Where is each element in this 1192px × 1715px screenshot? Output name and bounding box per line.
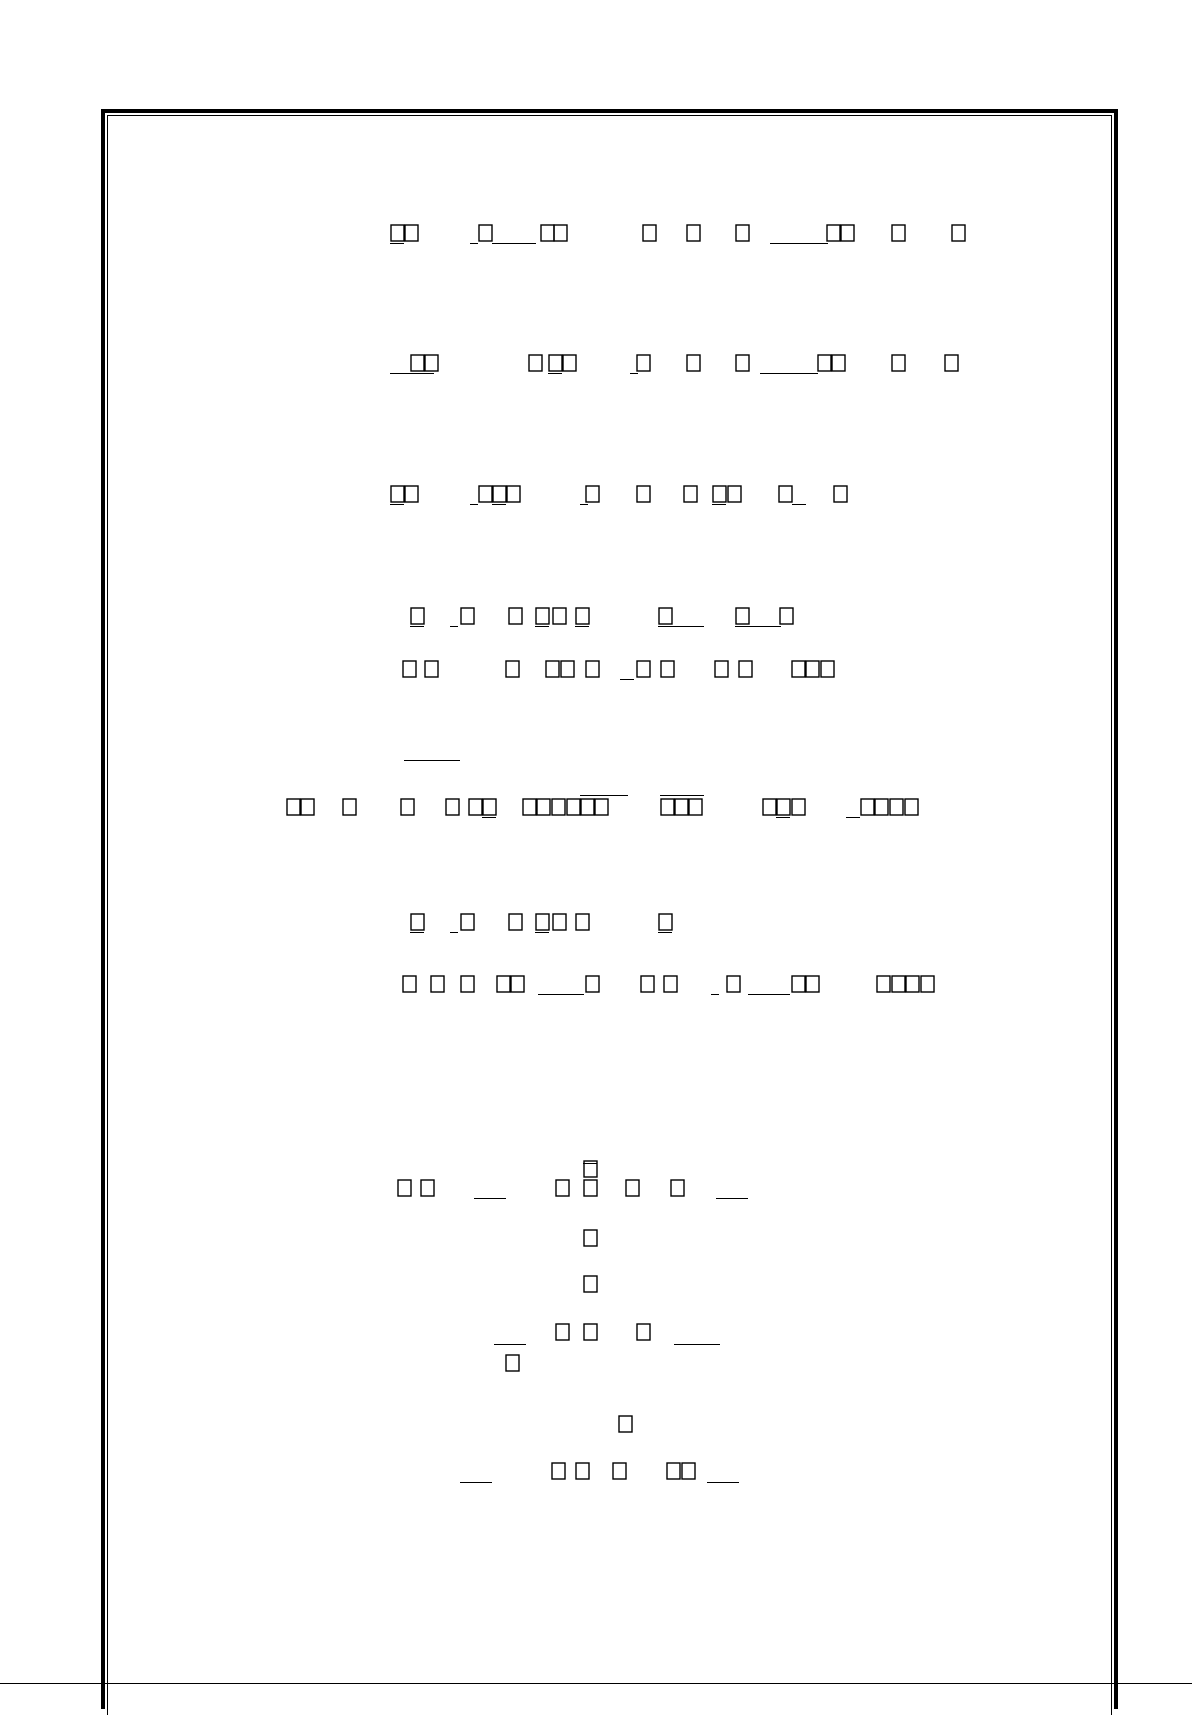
missing-glyph xyxy=(404,224,419,242)
missing-glyph xyxy=(714,660,729,678)
underline-rule xyxy=(776,817,790,818)
missing-glyph xyxy=(552,913,567,931)
missing-glyph xyxy=(663,975,678,993)
missing-glyph xyxy=(575,607,590,625)
missing-glyph xyxy=(658,913,673,931)
underline-rule xyxy=(460,1482,492,1483)
missing-glyph xyxy=(738,660,753,678)
underline-rule xyxy=(470,504,478,505)
missing-glyph xyxy=(506,485,521,503)
missing-glyph xyxy=(508,607,523,625)
missing-glyph xyxy=(555,1323,570,1341)
missing-glyph xyxy=(583,1229,598,1247)
missing-glyph xyxy=(686,354,701,372)
underline-rule xyxy=(470,243,478,244)
missing-glyph xyxy=(762,798,777,816)
underline-rule xyxy=(390,373,434,374)
missing-glyph xyxy=(726,975,741,993)
missing-glyph xyxy=(820,660,835,678)
missing-glyph xyxy=(286,798,301,816)
missing-glyph xyxy=(817,354,832,372)
line-2 xyxy=(0,352,1192,376)
missing-glyph xyxy=(575,913,590,931)
missing-glyph xyxy=(920,975,935,993)
missing-glyph xyxy=(805,975,820,993)
missing-glyph xyxy=(951,224,966,242)
underline-rule xyxy=(620,679,634,680)
underline-rule xyxy=(658,932,672,933)
missing-glyph xyxy=(510,975,525,993)
missing-glyph xyxy=(522,798,537,816)
missing-glyph xyxy=(482,798,497,816)
missing-glyph xyxy=(712,485,727,503)
line-1 xyxy=(0,222,1192,246)
missing-glyph xyxy=(402,660,417,678)
missing-glyph xyxy=(430,975,445,993)
line-10 xyxy=(0,1321,1192,1345)
missing-glyph xyxy=(876,975,891,993)
missing-glyph xyxy=(400,798,415,816)
missing-glyph xyxy=(397,1179,412,1197)
underline-rule xyxy=(748,994,790,995)
missing-glyph xyxy=(636,660,651,678)
missing-glyph xyxy=(342,798,357,816)
underline-rule xyxy=(538,994,584,995)
missing-glyph xyxy=(460,913,475,931)
missing-glyph xyxy=(551,1462,566,1480)
missing-glyph xyxy=(779,607,794,625)
underline-rule xyxy=(583,1163,597,1164)
missing-glyph xyxy=(660,798,675,816)
missing-glyph xyxy=(583,1275,598,1293)
missing-glyph xyxy=(585,975,600,993)
missing-glyph xyxy=(555,1179,570,1197)
missing-glyph xyxy=(566,798,581,816)
missing-glyph xyxy=(831,354,846,372)
missing-glyph xyxy=(944,354,959,372)
missing-glyph xyxy=(905,975,920,993)
missing-glyph xyxy=(420,1179,435,1197)
missing-glyph xyxy=(640,975,655,993)
missing-glyph xyxy=(791,798,806,816)
missing-glyph xyxy=(891,975,906,993)
missing-glyph xyxy=(840,224,855,242)
underline-rule xyxy=(410,932,424,933)
underline-rule xyxy=(390,504,404,505)
underline-rule xyxy=(792,504,806,505)
missing-glyph xyxy=(410,607,425,625)
missing-glyph xyxy=(535,913,550,931)
missing-glyph xyxy=(891,224,906,242)
missing-glyph xyxy=(618,1415,633,1433)
missing-glyph xyxy=(612,1462,627,1480)
missing-glyph xyxy=(791,975,806,993)
missing-glyph xyxy=(583,1179,598,1197)
missing-glyph xyxy=(424,354,439,372)
line-8 xyxy=(0,973,1192,997)
missing-glyph xyxy=(402,975,417,993)
missing-glyph xyxy=(410,913,425,931)
missing-glyph xyxy=(642,224,657,242)
underline-rule xyxy=(660,795,704,796)
underline-rule xyxy=(410,626,424,627)
missing-glyph xyxy=(390,224,405,242)
missing-glyph xyxy=(727,485,742,503)
underline-rule xyxy=(474,1198,506,1199)
missing-glyph xyxy=(528,354,543,372)
missing-glyph xyxy=(735,224,750,242)
underline-rule xyxy=(716,1198,748,1199)
missing-glyph xyxy=(791,660,806,678)
underline-rule xyxy=(492,504,506,505)
missing-glyph xyxy=(300,798,315,816)
missing-glyph xyxy=(545,660,560,678)
underline-rule xyxy=(482,817,496,818)
underline-rule xyxy=(535,932,549,933)
missing-glyph xyxy=(735,607,750,625)
missing-glyph xyxy=(468,798,483,816)
missing-glyph xyxy=(735,354,750,372)
underline-rule xyxy=(770,243,828,244)
line-4 xyxy=(0,605,1192,629)
missing-glyph xyxy=(505,660,520,678)
missing-glyph xyxy=(658,607,673,625)
missing-glyph xyxy=(826,224,841,242)
underline-rule xyxy=(846,817,860,818)
underline-rule xyxy=(735,626,781,627)
missing-glyph xyxy=(508,913,523,931)
underline-rule xyxy=(712,504,726,505)
underline-rule xyxy=(494,1344,526,1345)
missing-glyph xyxy=(889,798,904,816)
underline-rule xyxy=(760,373,818,374)
missing-glyph xyxy=(492,485,507,503)
underline-rule xyxy=(580,504,588,505)
missing-glyph xyxy=(404,485,419,503)
missing-glyph xyxy=(575,1462,590,1480)
missing-glyph xyxy=(478,485,493,503)
missing-glyph xyxy=(478,224,493,242)
underline-rule xyxy=(711,994,719,995)
missing-glyph xyxy=(636,1323,651,1341)
missing-glyph xyxy=(688,798,703,816)
missing-glyph xyxy=(551,798,566,816)
missing-glyph xyxy=(891,354,906,372)
missing-glyph xyxy=(681,1462,696,1480)
underline-rule xyxy=(450,626,458,627)
underline-rule xyxy=(658,626,704,627)
missing-glyph xyxy=(636,485,651,503)
missing-glyph xyxy=(805,660,820,678)
underline-rule xyxy=(404,760,460,761)
underline-rule xyxy=(390,243,404,244)
missing-glyph xyxy=(460,975,475,993)
underline-rule xyxy=(535,626,549,627)
underline-rule xyxy=(575,626,589,627)
missing-glyph xyxy=(636,354,651,372)
line-6 xyxy=(0,796,1192,820)
missing-glyph xyxy=(580,798,595,816)
missing-glyph xyxy=(445,798,460,816)
missing-glyph xyxy=(548,354,563,372)
missing-glyph xyxy=(594,798,609,816)
underline-rule xyxy=(450,932,458,933)
missing-glyph xyxy=(674,798,689,816)
underline-rule xyxy=(548,373,562,374)
missing-glyph xyxy=(535,607,550,625)
missing-glyph xyxy=(904,798,919,816)
missing-glyph xyxy=(585,485,600,503)
line-7 xyxy=(0,911,1192,935)
missing-glyph xyxy=(660,660,675,678)
missing-glyph xyxy=(585,660,600,678)
missing-glyph xyxy=(553,224,568,242)
underline-rule xyxy=(674,1344,720,1345)
missing-glyph xyxy=(552,607,567,625)
missing-glyph xyxy=(686,224,701,242)
missing-glyph xyxy=(583,1323,598,1341)
underline-rule xyxy=(707,1482,739,1483)
missing-glyph xyxy=(424,660,439,678)
missing-glyph xyxy=(560,660,575,678)
missing-glyph xyxy=(410,354,425,372)
underline-rule xyxy=(580,795,628,796)
missing-glyph xyxy=(776,798,791,816)
missing-glyph xyxy=(670,1179,685,1197)
line-5 xyxy=(0,658,1192,682)
missing-glyph xyxy=(778,485,793,503)
missing-glyph xyxy=(505,1354,520,1372)
missing-glyph xyxy=(874,798,889,816)
missing-glyph xyxy=(460,607,475,625)
missing-glyph xyxy=(666,1462,681,1480)
missing-glyph xyxy=(860,798,875,816)
line-3 xyxy=(0,483,1192,507)
page-bottom-rule xyxy=(0,1683,1192,1684)
missing-glyph xyxy=(536,798,551,816)
line-9 xyxy=(0,1177,1192,1201)
missing-glyph xyxy=(496,975,511,993)
missing-glyph xyxy=(625,1179,640,1197)
missing-glyph xyxy=(683,485,698,503)
missing-glyph xyxy=(390,485,405,503)
missing-glyph xyxy=(562,354,577,372)
missing-glyph xyxy=(833,485,848,503)
underline-rule xyxy=(630,373,638,374)
underline-rule xyxy=(492,243,536,244)
